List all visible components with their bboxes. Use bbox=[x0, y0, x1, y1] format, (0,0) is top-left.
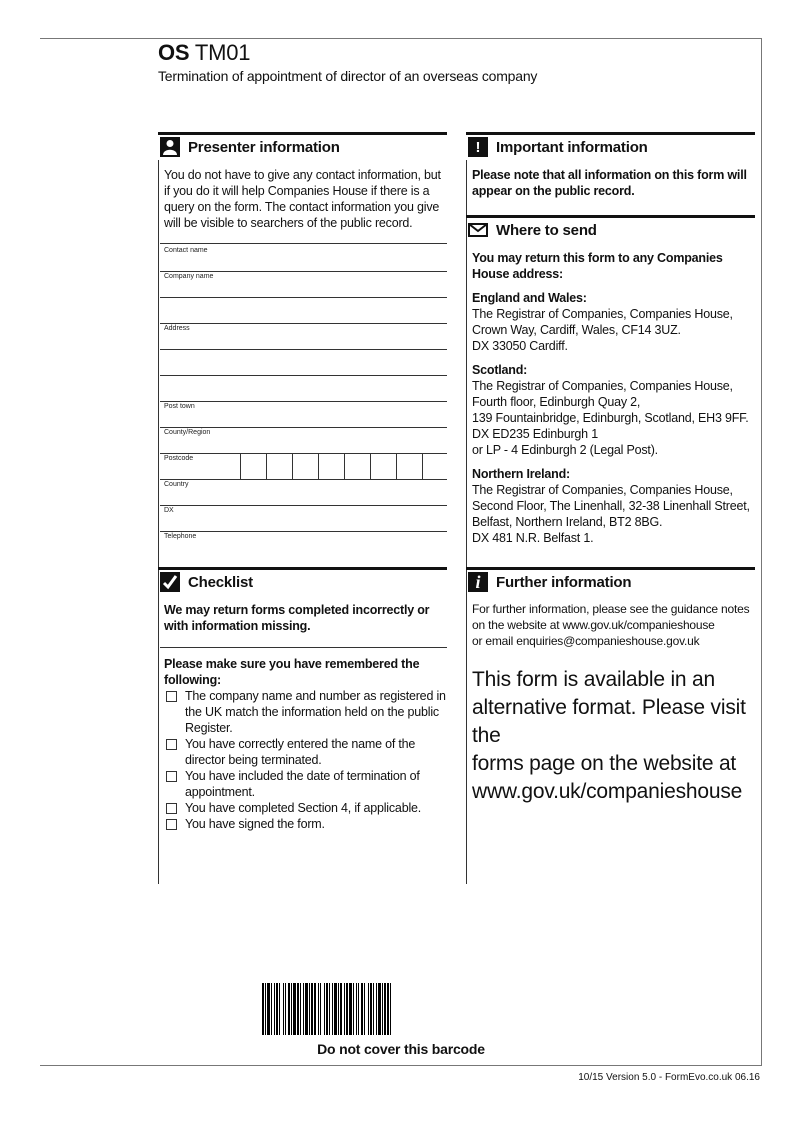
postcode-box-divider bbox=[292, 454, 293, 480]
form-code bbox=[158, 40, 250, 66]
sc-title: Scotland: bbox=[472, 363, 528, 377]
ni-line: Belfast, Northern Ireland, BT2 8BG. bbox=[472, 515, 663, 529]
important-section-title: Important information bbox=[496, 138, 648, 156]
sc-line: DX ED235 Edinburgh 1 bbox=[472, 427, 598, 441]
further-line: on the website at www.gov.uk/companieshouse bbox=[472, 618, 715, 632]
further-line: or email enquiries@companieshouse.gov.uk bbox=[472, 634, 700, 648]
checklist-section-header bbox=[158, 567, 447, 594]
postcode-box-divider bbox=[318, 454, 319, 480]
telephone-field[interactable] bbox=[160, 531, 447, 557]
exclamation-icon: ! bbox=[468, 137, 488, 157]
postcode-box-divider bbox=[240, 454, 241, 480]
postcode-box-divider bbox=[344, 454, 345, 480]
checkbox[interactable] bbox=[166, 803, 177, 814]
sc-line: The Registrar of Companies, Companies House, bbox=[472, 379, 733, 393]
ew-line: The Registrar of Companies, Companies House, bbox=[472, 307, 733, 321]
checklist-item[interactable] bbox=[164, 768, 448, 800]
ew-line: Crown Way, Cardiff, Wales, CF14 3UZ. bbox=[472, 323, 681, 337]
checklist-item-text: You have included the date of termination of appointment. bbox=[185, 769, 420, 799]
checklist-section-title: Checklist bbox=[188, 573, 253, 591]
checklist-items bbox=[164, 688, 448, 832]
form-code-number: TM01 bbox=[194, 40, 251, 65]
postcode-box-divider bbox=[370, 454, 371, 480]
where-section-header bbox=[466, 215, 755, 242]
county-label: County/Region bbox=[164, 429, 211, 436]
right-column-rule bbox=[466, 160, 467, 884]
barcode bbox=[262, 983, 540, 1035]
further-section-header bbox=[466, 567, 755, 594]
checklist-lead: Please make sure you have remembered the following: bbox=[164, 657, 420, 687]
dx-label: DX bbox=[164, 507, 174, 514]
postcode-box-divider bbox=[266, 454, 267, 480]
checklist-item-text: You have completed Section 4, if applicable. bbox=[185, 801, 422, 815]
alt-format-line: forms page on the website at bbox=[472, 752, 737, 775]
frame-bottom-rule bbox=[40, 1065, 762, 1066]
address-line-3[interactable] bbox=[160, 375, 447, 402]
barcode-caption: Do not cover this barcode bbox=[317, 1041, 485, 1057]
frame-right-rule bbox=[761, 38, 762, 1065]
address-field[interactable] bbox=[160, 323, 447, 350]
address-label: Address bbox=[164, 325, 190, 332]
address-line-2[interactable] bbox=[160, 349, 447, 376]
alternative-format-notice bbox=[472, 666, 758, 806]
version-footer: 10/15 Version 5.0 - FormEvo.co.uk 06.16 bbox=[578, 1072, 760, 1083]
where-block bbox=[472, 250, 757, 546]
presenter-section-title: Presenter information bbox=[188, 138, 340, 156]
ni-title: Northern Ireland: bbox=[472, 467, 570, 481]
ni-line: DX 481 N.R. Belfast 1. bbox=[472, 531, 594, 545]
checklist-item-text: You have signed the form. bbox=[185, 817, 325, 831]
further-line: For further information, please see the guidance notes bbox=[472, 602, 750, 616]
sc-line: 139 Fountainbridge, Edinburgh, Scotland, EH3 9FF. bbox=[472, 411, 749, 425]
alt-format-line: www.gov.uk/companieshouse bbox=[472, 780, 743, 803]
postcode-box-divider bbox=[396, 454, 397, 480]
company-name-field[interactable] bbox=[160, 271, 447, 298]
where-section-title: Where to send bbox=[496, 221, 597, 239]
postcode-field[interactable] bbox=[160, 453, 447, 480]
dx-field[interactable] bbox=[160, 505, 447, 532]
country-field[interactable] bbox=[160, 479, 447, 506]
company-name-line-2[interactable] bbox=[160, 297, 447, 324]
presenter-top-rule bbox=[160, 243, 447, 244]
presenter-intro: You do not have to give any contact information, but if you do it will help Companies House if there is a query on the form. The contact information you give will be visible to searchers of the public record. bbox=[164, 168, 441, 230]
envelope-icon bbox=[468, 220, 488, 240]
ni-line: Second Floor, The Linenhall, 32-38 Linenhall Street, bbox=[472, 499, 750, 513]
company-name-label: Company name bbox=[164, 273, 214, 280]
post-town-field[interactable] bbox=[160, 401, 447, 428]
contact-name-label: Contact name bbox=[164, 247, 208, 254]
form-code-bold: OS bbox=[158, 40, 190, 65]
checklist-warning: We may return forms completed incorrectly or with information missing. bbox=[164, 603, 430, 633]
postcode-label: Postcode bbox=[164, 455, 194, 462]
contact-name-field[interactable] bbox=[160, 245, 447, 272]
left-column-rule bbox=[158, 160, 159, 884]
sc-line: Fourth floor, Edinburgh Quay 2, bbox=[472, 395, 641, 409]
checklist-item[interactable] bbox=[164, 736, 448, 768]
checklist-divider bbox=[160, 647, 447, 648]
frame-top-rule bbox=[40, 38, 762, 39]
postcode-box-divider bbox=[422, 454, 423, 480]
checkbox[interactable] bbox=[166, 691, 177, 702]
checkbox[interactable] bbox=[166, 771, 177, 782]
alt-format-line: This form is available in an bbox=[472, 668, 716, 691]
checklist-item[interactable] bbox=[164, 800, 448, 816]
checklist-item-text: You have correctly entered the name of the director being terminated. bbox=[185, 737, 416, 767]
presenter-section-header bbox=[158, 132, 447, 159]
further-text bbox=[472, 601, 757, 649]
checkbox[interactable] bbox=[166, 739, 177, 750]
county-field[interactable] bbox=[160, 427, 447, 454]
alt-format-line: alternative format. Please visit the bbox=[472, 696, 746, 747]
info-icon: i bbox=[468, 572, 488, 592]
sc-line: or LP - 4 Edinburgh 2 (Legal Post). bbox=[472, 443, 658, 457]
further-section-title: Further information bbox=[496, 573, 632, 591]
checkbox[interactable] bbox=[166, 819, 177, 830]
checklist-item[interactable] bbox=[164, 688, 448, 736]
ew-line: DX 33050 Cardiff. bbox=[472, 339, 568, 353]
checkmark-icon bbox=[160, 572, 180, 592]
person-icon bbox=[160, 137, 180, 157]
checklist-item-text: The company name and number as registered in the UK match the information held on the public Register. bbox=[185, 689, 446, 735]
country-label: Country bbox=[164, 481, 189, 488]
important-text: Please note that all information on this form will appear on the public record. bbox=[472, 168, 747, 198]
telephone-label: Telephone bbox=[164, 533, 197, 540]
ew-title: England and Wales: bbox=[472, 291, 587, 305]
important-section-header bbox=[466, 132, 755, 159]
post-town-label: Post town bbox=[164, 403, 195, 410]
where-lead: You may return this form to any Companies House address: bbox=[472, 251, 723, 281]
barcode-gap bbox=[391, 983, 394, 1035]
form-subtitle: Termination of appointment of director of an overseas company bbox=[158, 68, 538, 84]
checklist-item[interactable] bbox=[164, 816, 448, 832]
ni-line: The Registrar of Companies, Companies House, bbox=[472, 483, 733, 497]
